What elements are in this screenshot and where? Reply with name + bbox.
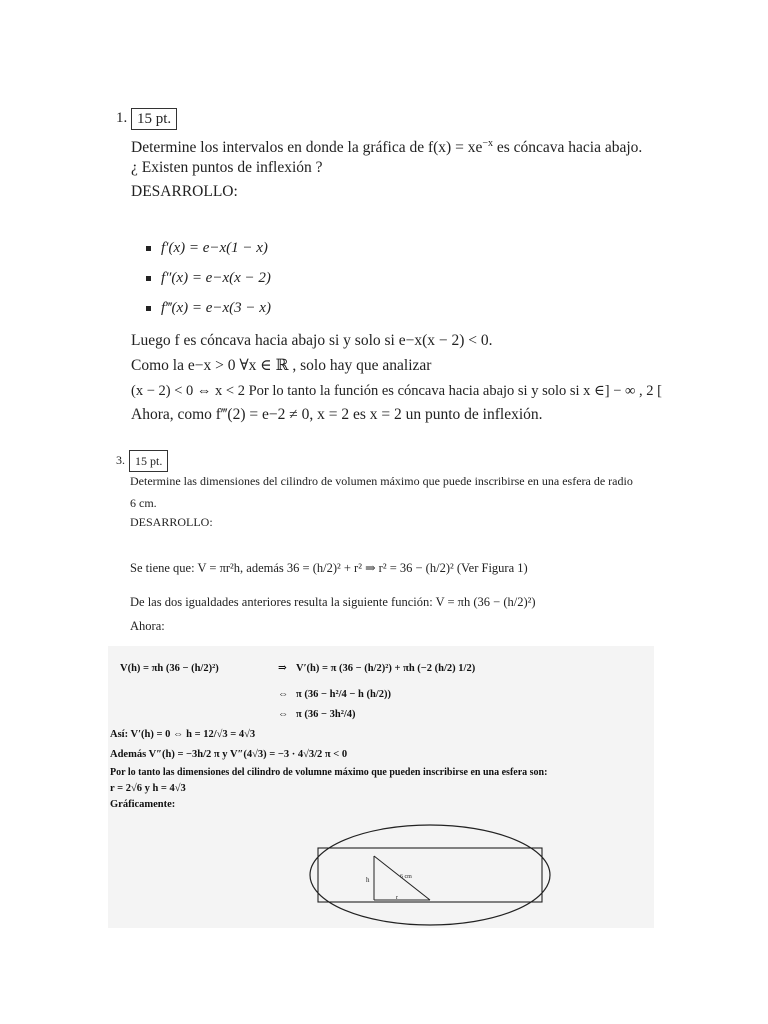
scan-eq1-arrow: ⇒ <box>278 663 287 674</box>
derivative-item: f‴(x) = e−x(3 − x) <box>146 293 271 323</box>
problem1-statement-b: es cóncava hacia abajo. <box>496 139 643 157</box>
fig-label-r: r <box>396 895 398 901</box>
cylinder-rectangle <box>318 848 542 902</box>
fig-label-6cm: 6 cm <box>400 874 412 880</box>
scan-por-lo-tanto: Por lo tanto las dimensiones del cilindro de volumne máximo que pueden inscribirse en una esfera son: <box>110 767 548 778</box>
fig-label-h: h <box>366 876 370 884</box>
problem3-se-tiene: Se tiene que: V = πr²h, además 36 = (h/2)² + r² ⇒ r² = 36 − (h/2)² (Ver Figura 1) <box>130 561 528 575</box>
scan-eq1-right: V′(h) = π (36 − (h/2)²) + πh (−2 (h/2) 1/2) <box>296 663 476 674</box>
problem1-number: 1. <box>116 110 128 126</box>
problem1-points-box: 15 pt. <box>131 108 177 130</box>
derivative-list <box>146 233 271 323</box>
derivative-item: f′(x) = e−x(1 − x) <box>146 233 271 263</box>
problem1-statement <box>131 133 642 159</box>
scan-result: r = 2√6 y h = 4√3 <box>110 783 186 794</box>
bullet-icon <box>146 276 151 281</box>
scan-eq1-left: V(h) = πh (36 − (h/2)²) <box>120 663 219 674</box>
problem1-line2: Como la e−x > 0 ∀x ∈ ℝ , solo hay que analizar <box>131 357 432 374</box>
problem3-points-box: 15 pt. <box>129 450 168 472</box>
problem1-statement-exp: −x <box>482 138 493 149</box>
scanned-solution <box>108 646 654 928</box>
scan-eq3-arrow: ⇔ <box>278 709 289 720</box>
derivative-item: f″(x) = e−x(x − 2) <box>146 263 271 293</box>
problem1-line3: (x − 2) < 0 ⇔ x < 2 Por lo tanto la función es cóncava hacia abajo si y solo si x ∈] − ∞ , 2 [ <box>131 383 662 399</box>
problem1-heading: DESARROLLO: <box>131 183 238 200</box>
problem1-statement-a: Determine los intervalos en donde la gráfica de f(x) = xe <box>131 139 483 157</box>
problem3-number: 3. <box>116 453 125 467</box>
scan-eq2-arrow: ⇔ <box>278 689 289 700</box>
problem3-statement-1: Determine las dimensiones del cilindro de volumen máximo que puede inscribirse en una esfera de radio <box>130 474 633 488</box>
problem1-line1: Luego f es cóncava hacia abajo si y solo si e−x(x − 2) < 0. <box>131 332 493 349</box>
problem3-de-las: De las dos igualdades anteriores resulta la siguiente función: V = πh (36 − (h/2)²) <box>130 595 536 609</box>
problem3-ahora: Ahora: <box>130 619 165 633</box>
problem3-heading: DESARROLLO: <box>130 515 213 529</box>
scan-graficamente: Gráficamente: <box>110 799 176 810</box>
bullet-icon <box>146 246 151 251</box>
scan-eq3: π (36 − 3h²/4) <box>296 709 356 720</box>
scan-ademas: Además V″(h) = −3h/2 π y V″(4√3) = −3 · 4√3/2 π < 0 <box>110 749 348 760</box>
scan-eq2: π (36 − h²/4 − h (h/2)) <box>296 689 391 700</box>
sphere-cylinder-figure <box>304 822 556 928</box>
scan-asi: Así: V′(h) = 0 ⇔ h = 12/√3 = 4√3 <box>110 729 256 740</box>
sphere-outline <box>310 825 550 925</box>
problem3-statement-2: 6 cm. <box>130 496 157 510</box>
problem1-question: ¿ Existen puntos de inflexión ? <box>131 159 323 176</box>
problem1-line4: Ahora, como f‴(2) = e−2 ≠ 0, x = 2 es x = 2 un punto de inflexión. <box>131 406 543 423</box>
bullet-icon <box>146 306 151 311</box>
